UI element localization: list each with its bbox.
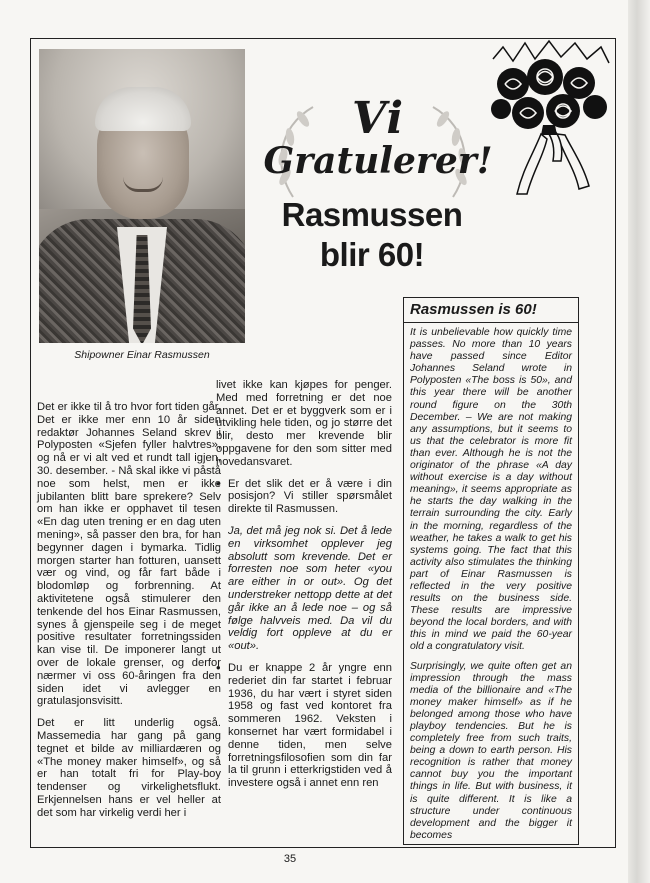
article-column-middle xyxy=(216,379,392,799)
interview-question: • Er det slik det er å være i din posisjon? Vi stiller spørsmålet direkte til Rasmussen. xyxy=(216,478,392,516)
title-gratulerer: Gratulerer! xyxy=(263,140,493,182)
page-edge xyxy=(628,0,650,883)
english-summary-box xyxy=(403,297,579,845)
body-paragraph: Det er litt underlig også. Massemedia har gang på gang tegnet et bilde av milliardæren og «The money maker himself», og så er han totalt fri for Play-boy tendenser og virkelighetsflukt. Erkjennelsen hans er vel heller at det som har virkelig verdi her i xyxy=(37,717,221,819)
article-frame xyxy=(30,38,616,848)
headline-line2: blir 60! xyxy=(319,236,425,273)
congratulations-title xyxy=(263,93,493,182)
rose-bouquet-icon xyxy=(483,39,615,199)
page-number: 35 xyxy=(283,853,297,865)
sidebar-paragraph: Surprisingly, we quite often get an impression through the mass media of the billionaire and «The money maker himself» as if he belonged among those who have playboy tendencies. But he is completely free from such traits, being a down to earth person. His recognition is rather that money cannot buy you the important things in life. But with business, it is quite different. It is like a structure under continuous development and the bigger it becomes xyxy=(410,660,572,841)
interview-question: • Du er knappe 2 år yngre enn rederiet din far startet i februar 1936, du har vært i styret siden 1958 og fast ved kontoret fra sommeren 1962. Veksten i konsernet har vært formidabel i denne tiden, men selve forretningsfilosofien som din far la til grunn i etterkrigstiden ved å investere også i annet enn ren xyxy=(216,662,392,790)
photo-caption: Shipowner Einar Rasmussen xyxy=(74,349,210,361)
title-vi: Vi xyxy=(351,93,405,144)
article-column-left xyxy=(37,401,221,829)
body-paragraph: Det er ikke til å tro hvor fort tiden går. Det er ikke mer enn 10 år siden redaktør Johannes Seland skrev i Polyposten «Sjefen fyller halvtres», og nå er vi alt ved et rundt tall igjen, 30. desember. - Nå skal ikke vi påstå noe som helst, men er ikke jubilanten blitt bare sprekere? Selv om han ikke er opphavet til tesen «En dag uten trening er en dag uten mening», så passer den bra, for han begynner dagen i bymarka. Tidlig morgen starter han fotturen, uansett vær og vind, og får fart både i blodomløp og forbrenning. At aktivitetene også stimulerer den tenkende del hos Einar Rasmussen, synes å gjenspeile seg i de meget positive resultater forretningssiden kan vise til. De imponerer langt ut over de lokale grenser, og derfor nærmer vi oss 60-åringen fra den siden idet vi avlegger en gratulasjonsvisitt. xyxy=(37,401,221,708)
body-paragraph: livet ikke kan kjøpes for penger. Med med forretning er det noe annet. Det er et byggverk som er i utvikling hele tiden, og jo større det blir, desto mer krevende blir oppgavene for den som sitter med hovedansvaret. xyxy=(216,379,392,468)
sidebar-body xyxy=(404,323,578,842)
portrait-photo xyxy=(39,49,245,343)
sidebar-paragraph: It is unbelievable how quickly time passes. No more than 10 years have passed since Editor Johannes Seland wrote in Polyposten «The boss is 50», and this year there will be another round figure on the 30th December. – We are not making any assumptions, but it seems to us that the celebrator is more fit than ever. Although he is not the originator of the phrase «A day without exercise is a day without meaning», it seems appropriate as he starts the day walking in the terrain surrounding the city. Early in the morning, regardless of the weather, he takes a walk to get his systems going. The fact that this activity also stimulates the thinking part of Einar Rasmussen is reflected in the very positive results on the business side. These results are impressive beyond the local borders, and with this in mind we paid the 60-year old a congratulatory visit. xyxy=(410,327,572,653)
interview-answer: Ja, det må jeg nok si. Det å lede en virksomhet opplever jeg absolutt som krevende. Det er forresten noe som heter «you are either in or out». Og det understreker nettopp dette at det går ikke an å lede noe – og så følge halvveis med. Da vil du veldig fort oppleve at du er «out». xyxy=(228,524,392,653)
sidebar-title: Rasmussen is 60! xyxy=(404,298,578,323)
headline-line1: Rasmussen xyxy=(281,196,463,233)
headline xyxy=(257,195,487,275)
